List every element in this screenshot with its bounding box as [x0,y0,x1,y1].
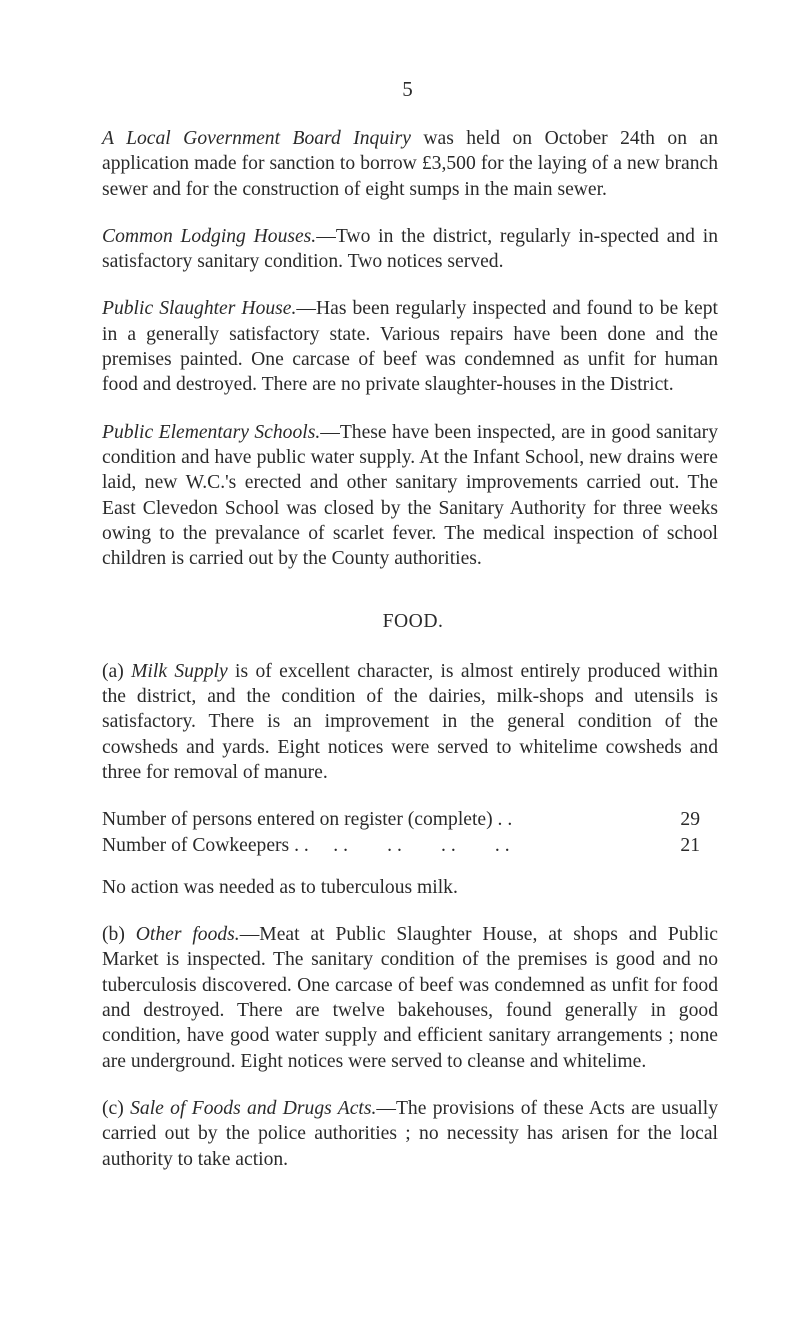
inquiry-paragraph [102,126,718,202]
register-list [102,807,718,858]
inquiry-lead: A Local Government Board Inquiry [102,128,411,149]
register-value: 21 [680,834,700,856]
milk-text: is of excellent character, is almost entirely produced within the district, and the condition of the dairies, milk-shops and utensils is satisfactory. There is an improvement in the general condition of the cowsheds and yards. Eight notices were served to whitelime cowsheds and three for removal of manure. [102,660,718,783]
slaughter-paragraph [102,296,718,397]
register-value: 29 [680,809,700,831]
lodging-text: —Two in the district, regularly in-spected and in satisfactory sanitary condition. Two notices served. [102,225,718,273]
schools-lead: Public Elementary Schools. [102,421,321,443]
milk-marker: (a) [102,660,124,682]
document-page [102,78,718,1172]
register-dots: . . . . . . . . [308,834,510,856]
slaughter-text: —Has been regularly inspected and found to be kept in a generally satisfactory state. Various repairs have been done and the premises painted. One carcase of beef was condemned as unfit for human food and destroyed. There are no private slaughter-houses in the District. [102,298,718,396]
register-row [102,833,718,858]
schools-paragraph [102,420,718,572]
page-number: 5 [402,77,413,101]
other-foods-paragraph [102,922,718,1074]
acts-text: —The provisions of these Acts are usually carried out by the police authorities ; no necessity has arisen for the local authority to take action. [102,1097,718,1170]
other-text: —Meat at Public Slaughter House, at shops and Public Market is inspected. The sanitary condition of the premises is good and no tuberculosis discovered. One carcase of beef was condemned as unfit for food and destroyed. There are twelve bakehouses, found generally in good condition, have good water supply and efficient sanitary arrangements ; none are underground. Eight notices were served to cleanse and whitelime. [102,924,719,1072]
register-dots: . . [492,809,513,831]
register-label [102,833,510,858]
register-label-text: Number of persons entered on register (complete) [102,809,493,831]
milk-paragraph [102,659,718,785]
tuberculous-line: No action was needed as to tuberculous milk. [102,876,458,898]
register-row [102,807,718,832]
acts-marker: (c) [102,1097,124,1119]
other-lead: Other foods. [135,924,240,946]
register-label [102,807,512,832]
lodging-paragraph [102,224,718,275]
schools-text: —These have been inspected, are in good sanitary condition and have public water supply. At the Infant School, new drains were laid, new W.C.'s erected and other sanitary improvements carried out. The East Clevedon School was closed by the Sanitary Authority for three weeks owing to the prevalance of scarlet fever. The medical inspection of school children is carried out by the County authorities. [102,421,718,570]
food-heading: FOOD. [382,611,444,633]
acts-paragraph [102,1096,718,1172]
slaughter-lead: Public Slaughter House. [102,298,297,320]
other-marker: (b) [102,924,125,946]
acts-lead: Sale of Foods and Drugs Acts. [130,1097,377,1119]
lodging-lead: Common Lodging Houses. [102,225,317,247]
milk-lead: Milk Supply [131,660,228,682]
register-label-text: Number of Cowkeepers . . [102,834,309,856]
inquiry-text: was held on October 24th on an application made for sanction to borrow £3,500 for the laying of a new branch sewer and for the construction of eight sumps in the main sewer. [102,128,718,200]
